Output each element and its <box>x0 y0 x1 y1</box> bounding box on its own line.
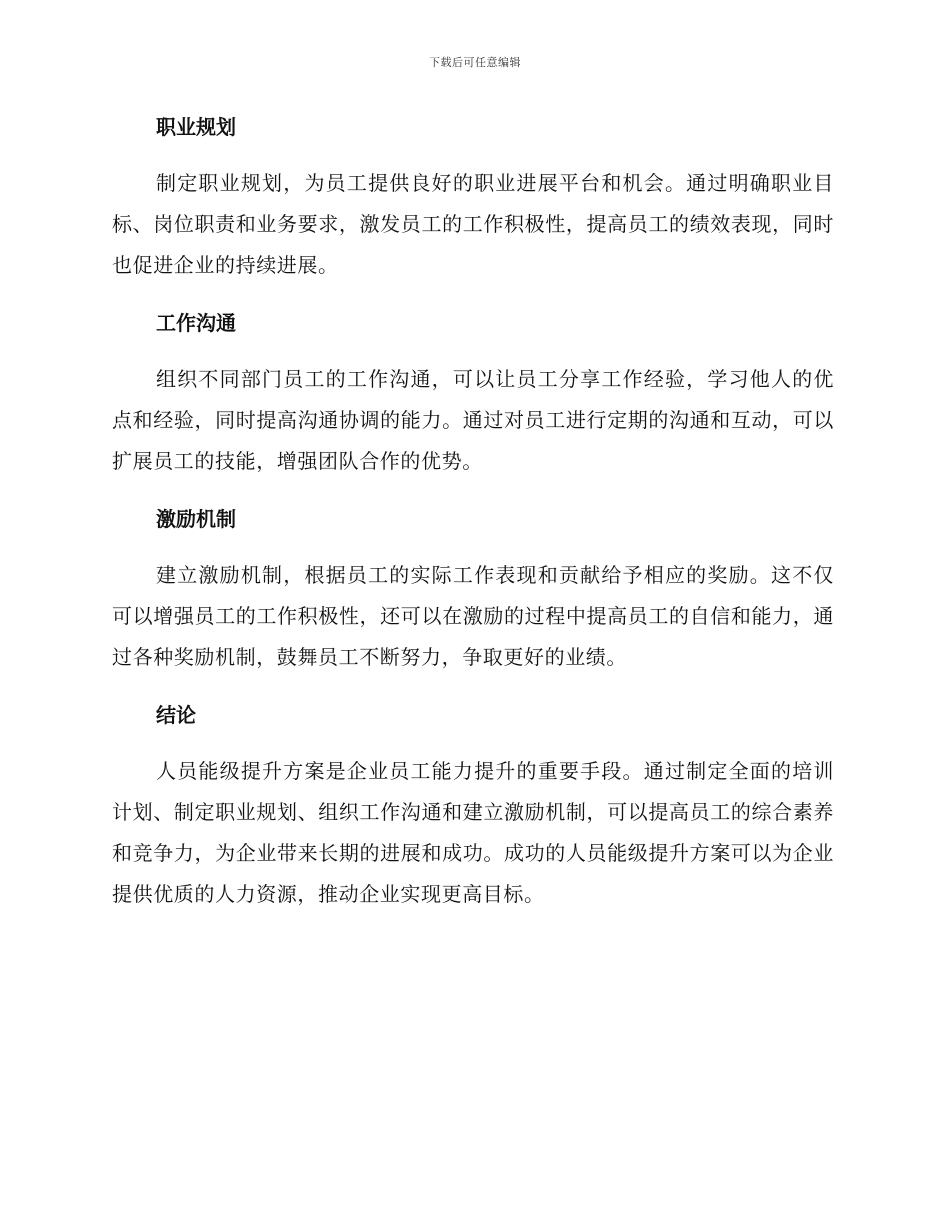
section-heading-career-planning: 职业规划 <box>156 115 236 139</box>
section-heading-conclusion: 结论 <box>156 703 196 727</box>
section-heading-work-communication: 工作沟通 <box>156 311 236 335</box>
header-note: 下载后可任意编辑 <box>429 56 521 69</box>
section-body-work-communication: 组织不同部门员工的工作沟通，可以让员工分享工作经验，学习他人的优点和经验，同时提高沟通协调的能力。通过对员工进行定期的沟通和互动，可以扩展员工的技能，增强团队合作的优势。 <box>112 367 834 473</box>
section-body-career-planning: 制定职业规划，为员工提供良好的职业进展平台和机会。通过明确职业目标、岗位职责和业务要求，激发员工的工作积极性，提高员工的绩效表现，同时也促进企业的持续进展。 <box>112 171 834 277</box>
section-heading-incentive-mechanism: 激励机制 <box>156 507 236 531</box>
section-body-incentive-mechanism: 建立激励机制，根据员工的实际工作表现和贡献给予相应的奖励。这不仅可以增强员工的工作积极性，还可以在激励的过程中提高员工的自信和能力，通过各种奖励机制，鼓舞员工不断努力，争取更好的业绩。 <box>112 563 834 669</box>
section-body-conclusion: 人员能级提升方案是企业员工能力提升的重要手段。通过制定全面的培训计划、制定职业规划、组织工作沟通和建立激励机制，可以提高员工的综合素养和竞争力，为企业带来长期的进展和成功。成功的人员能级提升方案可以为企业提供优质的人力资源，推动企业实现更高目标。 <box>112 759 834 906</box>
document-content <box>112 112 834 915</box>
